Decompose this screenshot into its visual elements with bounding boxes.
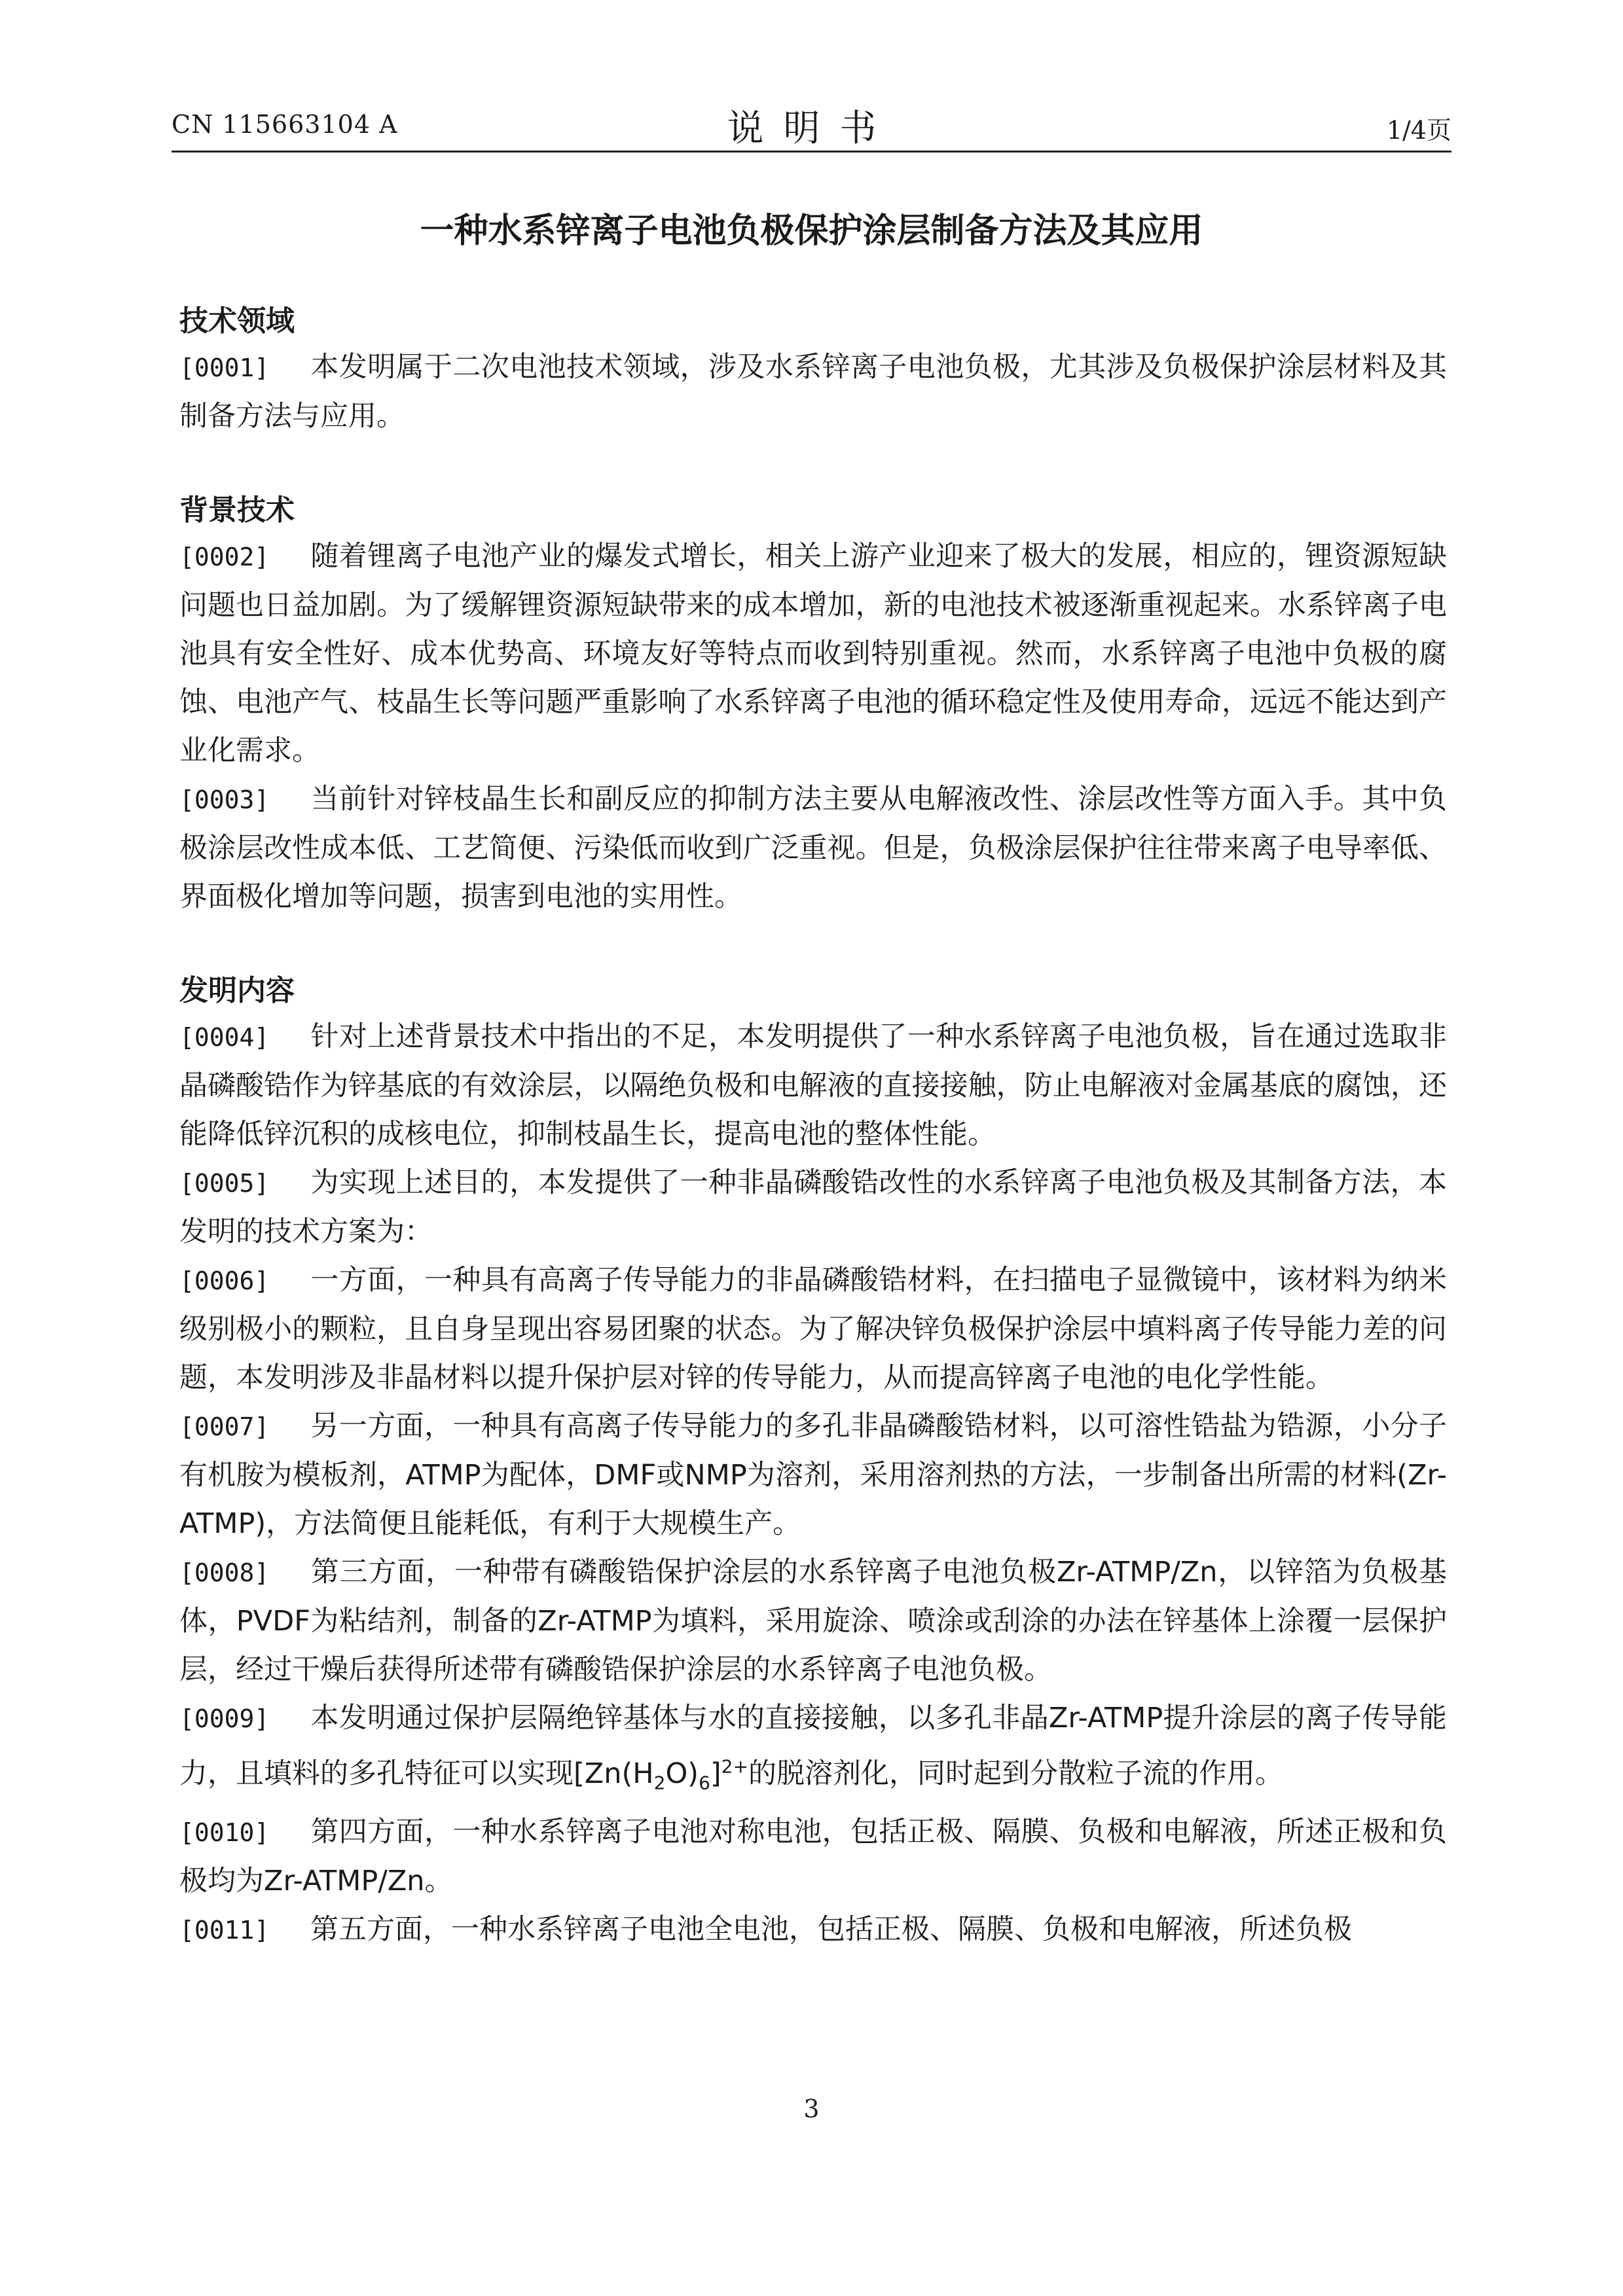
section-heading-invention: 发明内容 — [179, 974, 295, 1007]
publication-number: CN 115663104 A — [172, 110, 398, 139]
paragraph-0003 — [179, 775, 1447, 921]
page-header — [172, 98, 1451, 152]
paragraph-number: [0006] — [179, 1266, 270, 1295]
paragraph-text: 第四方面，一种水系锌离子电池对称电池，包括正极、隔膜、负极和电解液，所述正极和负极均为Zr-ATMP/Zn。 — [179, 1815, 1447, 1897]
paragraph-0006 — [179, 1256, 1447, 1402]
document-type: 说明书 — [727, 107, 896, 150]
paragraph-text: 随着锂离子电池产业的爆发式增长，相关上游产业迎来了极大的发展，相应的，锂资源短缺问题也日益加剧。为了缓解锂资源短缺带来的成本增加，新的电池技术被逐渐重视起来。水系锌离子电池具有安全性好、成本优势高、环境友好等特点而收到特别重视。然而，水系锌离子电池中负极的腐蚀、电池产气、枝晶生长等问题严重影响了水系锌离子电池的循环稳定性及使用寿命，远远不能达到产业化需求。 — [179, 540, 1447, 767]
paragraph-0010 — [179, 1808, 1447, 1905]
document-title: 一种水系锌离子电池负极保护涂层制备方法及其应用 — [420, 211, 1203, 251]
paragraph-0009 — [179, 1694, 1447, 1808]
paragraph-text: 当前针对锌枝晶生长和副反应的抑制方法主要从电解液改性、涂层改性等方面入手。其中负极涂层改性成本低、工艺简便、污染低而收到广泛重视。但是，负极涂层保护往往带来离子电导率低、界面极化增加等问题，损害到电池的实用性。 — [179, 783, 1447, 913]
paragraph-number: [0003] — [179, 785, 270, 814]
text-segment: ] — [710, 1757, 721, 1791]
paragraph-text: 针对上述背景技术中指出的不足，本发明提供了一种水系锌离子电池负极，旨在通过选取非晶磷酸锆作为锌基底的有效涂层，以隔绝负极和电解液的直接接触，防止电解液对金属基底的腐蚀，还能降低锌沉积的成核电位，抑制枝晶生长，提高电池的整体性能。 — [179, 1020, 1447, 1151]
paragraph-0002 — [179, 532, 1447, 775]
text-segment: 的脱溶剂化，同时起到分散粒子流的作用。 — [748, 1757, 1283, 1791]
paragraph-number: [0002] — [179, 543, 270, 571]
paragraph-text: 第三方面，一种带有磷酸锆保护涂层的水系锌离子电池负极Zr-ATMP/Zn，以锌箔为负极基体，PVDF为粘结剂，制备的Zr-ATMP为填料，采用旋涂、喷涂或刮涂的办法在锌基体上涂覆一层保护层，经过干燥后获得所述带有磷酸锆保护涂层的水系锌离子电池负极。 — [179, 1556, 1447, 1686]
paragraph-number: [0007] — [179, 1412, 270, 1441]
document-body — [179, 300, 1447, 1954]
paragraph-number: [0011] — [179, 1915, 270, 1945]
paragraph-number: [0004] — [179, 1023, 270, 1052]
paragraph-0007 — [179, 1402, 1447, 1548]
paragraph-text: 第五方面，一种水系锌离子电池全电池，包括正极、隔膜、负极和电解液，所述负极 — [310, 1912, 1352, 1946]
subscript: 2 — [653, 1772, 666, 1794]
paragraph-number: [0001] — [179, 353, 270, 382]
text-segment: O) — [665, 1757, 699, 1791]
paragraph-0011 — [179, 1905, 1447, 1954]
paragraph-0004 — [179, 1013, 1447, 1158]
subscript: 6 — [699, 1772, 710, 1794]
paragraph-text: 为实现上述目的，本发提供了一种非晶磷酸锆改性的水系锌离子电池负极及其制备方法，本发明的技术方案为： — [179, 1166, 1447, 1248]
paragraph-text: 一方面，一种具有高离子传导能力的非晶磷酸锆材料，在扫描电子显微镜中，该材料为纳米级别极小的颗粒，且自身呈现出容易团聚的状态。为了解决锌负极保护涂层中填料离子传导能力差的问题，本发明涉及非晶材料以提升保护层对锌的传导能力，从而提高锌离子电池的电化学性能。 — [179, 1264, 1447, 1394]
section-heading-background: 背景技术 — [179, 493, 295, 527]
paragraph-number: [0010] — [179, 1818, 270, 1847]
paragraph-0001 — [179, 343, 1447, 440]
page-indicator: 1/4页 — [1386, 116, 1451, 145]
paragraph-number: [0009] — [179, 1704, 270, 1733]
paragraph-text — [179, 1702, 1447, 1794]
paragraph-0005 — [179, 1158, 1447, 1256]
page-number: 3 — [803, 2094, 820, 2123]
paragraph-text: 另一方面，一种具有高离子传导能力的多孔非晶磷酸锆材料，以可溶性锆盐为锆源，小分子有机胺为模板剂，ATMP为配体，DMF或NMP为溶剂，采用溶剂热的方法，一步制备出所需的材料(Zr-ATMP)，方法简便且能耗低，有利于大规模生产。 — [179, 1410, 1447, 1540]
paragraph-number: [0008] — [179, 1558, 270, 1587]
text-segment: 本发明通过保护层隔绝锌基体与水的直接接触，以多孔非晶Zr-ATMP提升涂层的离子传导能力，且填料的多孔特征可以实现[Zn(H — [179, 1702, 1447, 1791]
paragraph-0008 — [179, 1548, 1447, 1694]
paragraph-text: 本发明属于二次电池技术领域，涉及水系锌离子电池负极，尤其涉及负极保护涂层材料及其制备方法与应用。 — [179, 351, 1447, 433]
superscript: 2+ — [721, 1756, 748, 1778]
paragraph-number: [0005] — [179, 1169, 270, 1198]
section-heading-tech-field: 技术领域 — [179, 304, 295, 338]
